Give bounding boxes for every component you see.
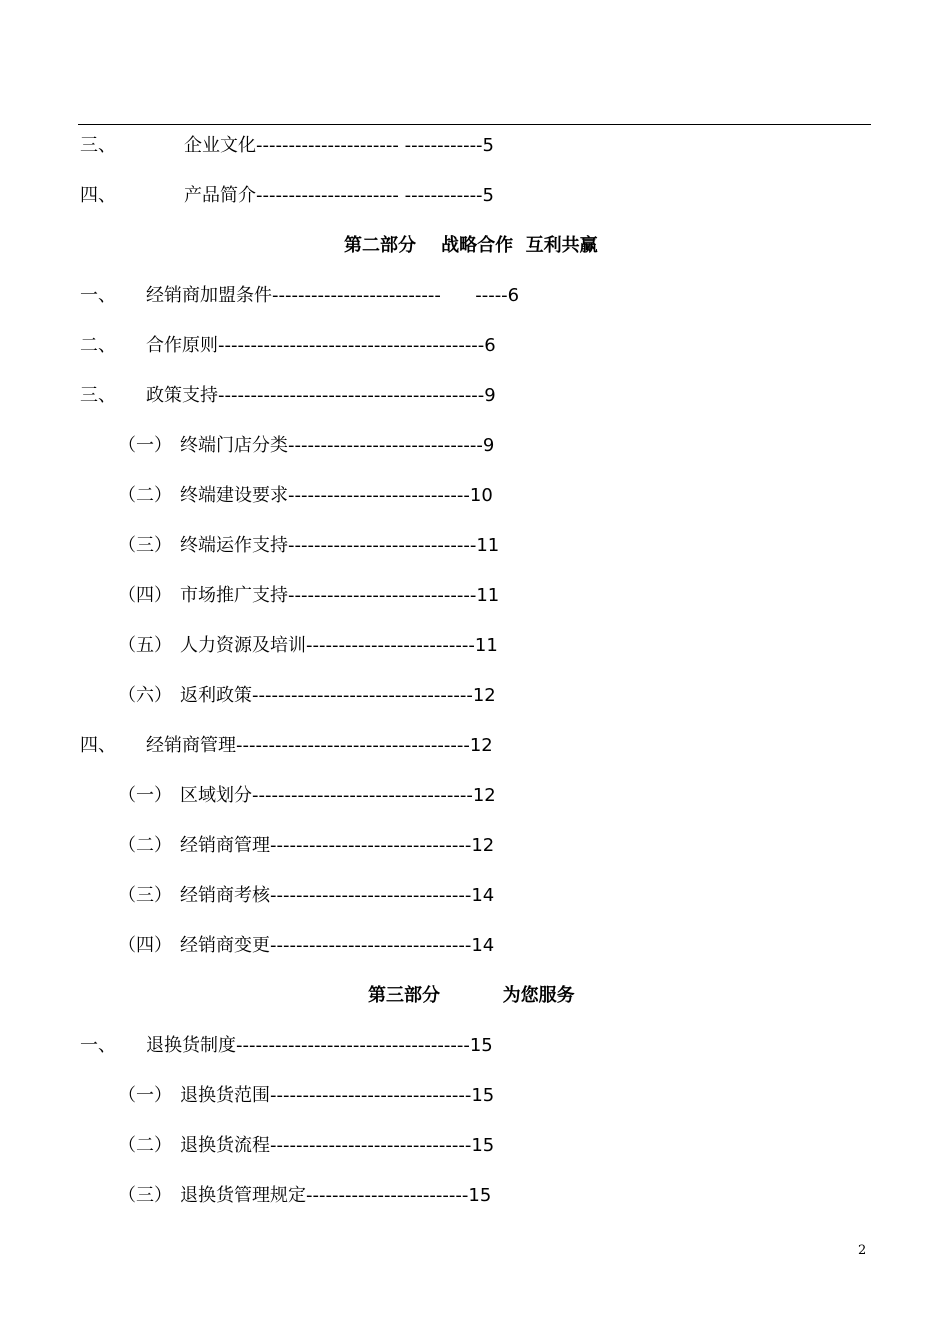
- section-heading: 第二部分 战略合作 互利共赢: [344, 235, 598, 256]
- toc-entry[interactable]: 经销商管理------------------------------------12: [146, 735, 493, 756]
- toc-marker: 三、: [80, 385, 116, 406]
- toc-entry[interactable]: 合作原则-----------------------------------------6: [146, 335, 496, 356]
- toc-entry[interactable]: 退换货范围-------------------------------15: [180, 1085, 495, 1106]
- toc-entry[interactable]: 企业文化---------------------- ------------5: [184, 135, 495, 156]
- toc-entry[interactable]: 经销商管理-------------------------------12: [180, 835, 495, 856]
- toc-entry[interactable]: 市场推广支持-----------------------------11: [180, 585, 500, 606]
- toc-entry[interactable]: 经销商考核-------------------------------14: [180, 885, 495, 906]
- toc-entry[interactable]: 区域划分----------------------------------12: [180, 785, 496, 806]
- toc-entry[interactable]: 退换货流程-------------------------------15: [180, 1135, 495, 1156]
- toc-marker: 四、: [80, 185, 116, 206]
- page-number: 2: [858, 1243, 867, 1258]
- toc-entry[interactable]: 返利政策----------------------------------12: [180, 685, 496, 706]
- toc-entry[interactable]: 经销商变更-------------------------------14: [180, 935, 495, 956]
- toc-entry[interactable]: 终端建设要求----------------------------10: [180, 485, 493, 506]
- toc-marker: （一）: [118, 435, 172, 456]
- toc-marker: （三）: [118, 885, 172, 906]
- toc-marker: 一、: [80, 285, 116, 306]
- toc-marker: （二）: [118, 1135, 172, 1156]
- toc-marker: 四、: [80, 735, 116, 756]
- header-rule: [78, 124, 871, 125]
- toc-entry[interactable]: 退换货制度------------------------------------15: [146, 1035, 493, 1056]
- section-heading: 第三部分 为您服务: [368, 985, 575, 1006]
- toc-entry[interactable]: 终端门店分类------------------------------9: [180, 435, 495, 456]
- toc-marker: （一）: [118, 785, 172, 806]
- toc-entry[interactable]: 人力资源及培训--------------------------11: [180, 635, 498, 656]
- toc-marker: （二）: [118, 835, 172, 856]
- toc-marker: （六）: [118, 685, 172, 706]
- toc-marker: （二）: [118, 485, 172, 506]
- toc-entry[interactable]: 退换货管理规定-------------------------15: [180, 1185, 492, 1206]
- toc-entry[interactable]: 产品简介---------------------- ------------5: [184, 185, 495, 206]
- toc-marker: 三、: [80, 135, 116, 156]
- toc-marker: （三）: [118, 535, 172, 556]
- toc-marker: （三）: [118, 1185, 172, 1206]
- toc-marker: 二、: [80, 335, 116, 356]
- toc-marker: （四）: [118, 935, 172, 956]
- toc-marker: （五）: [118, 635, 172, 656]
- toc-marker: （四）: [118, 585, 172, 606]
- toc-entry[interactable]: 政策支持-----------------------------------------9: [146, 385, 496, 406]
- toc-marker: 一、: [80, 1035, 116, 1056]
- toc-entry[interactable]: 经销商加盟条件-------------------------- -----6: [146, 285, 520, 306]
- toc-marker: （一）: [118, 1085, 172, 1106]
- toc-entry[interactable]: 终端运作支持-----------------------------11: [180, 535, 500, 556]
